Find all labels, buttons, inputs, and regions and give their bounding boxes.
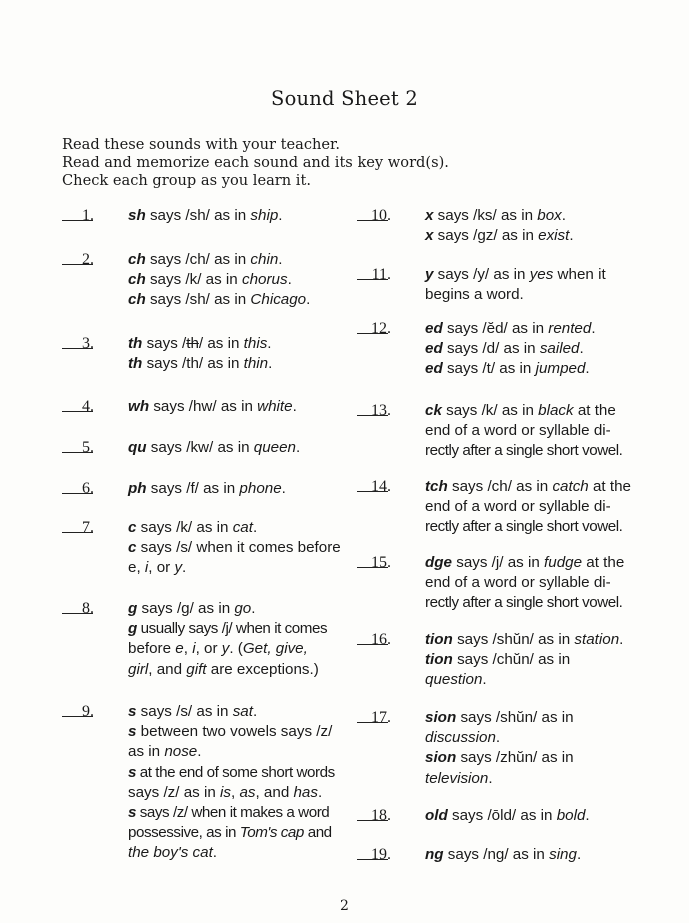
- description-line: [425, 359, 590, 379]
- description-line: [425, 319, 596, 339]
- text-segment: says /ks/ as in: [433, 207, 538, 224]
- description-line: [425, 708, 574, 728]
- text-segment: says /z/ when it makes a word: [136, 804, 330, 821]
- text-segment: .: [576, 846, 582, 863]
- text-segment: between two vowels says /z/: [136, 723, 333, 741]
- text-segment: .: [251, 600, 256, 617]
- phonogram: g: [128, 600, 138, 617]
- key-word: jumped: [535, 360, 586, 378]
- text-segment: says /j/ as in: [452, 554, 545, 571]
- description-line: [425, 206, 566, 226]
- description-line: [128, 354, 272, 374]
- item-number: 6.: [82, 480, 94, 497]
- description-line: [128, 722, 332, 742]
- description-line: [425, 630, 623, 650]
- key-word: y: [221, 640, 230, 658]
- text-segment: .: [585, 360, 590, 378]
- text-segment: .: [182, 559, 187, 577]
- text-segment: e,: [128, 559, 145, 577]
- text-segment: says /ch/ as in: [447, 478, 553, 495]
- text-segment: .: [591, 320, 596, 337]
- description-line: [425, 670, 487, 690]
- description-line: [128, 479, 286, 499]
- text-segment: says /k/ as in: [145, 271, 242, 289]
- text-segment: as in: [128, 743, 165, 761]
- phonogram: wh: [128, 398, 150, 415]
- text-segment: says /sh/ as in: [145, 207, 251, 224]
- description-line: [425, 517, 622, 537]
- text-segment: says /ōld/ as in: [447, 807, 557, 824]
- item-number: 7.: [82, 519, 94, 536]
- key-word: sailed: [539, 340, 580, 358]
- phonogram: sion: [425, 749, 457, 767]
- text-segment: .: [268, 355, 273, 373]
- item-number: 5.: [82, 439, 94, 456]
- item-number: 18.: [371, 807, 391, 824]
- phonogram: ed: [425, 340, 443, 358]
- text-segment: says /ch/ as in: [145, 251, 251, 268]
- phonogram: s: [128, 763, 136, 781]
- text-segment: .: [495, 729, 501, 747]
- item-number: 13.: [371, 402, 391, 419]
- text-segment: when it: [553, 266, 606, 283]
- description-line: [425, 477, 631, 497]
- text-segment: .: [619, 631, 624, 648]
- key-word: as: [239, 783, 256, 801]
- phonogram: x: [425, 207, 434, 224]
- description-line: [425, 806, 590, 826]
- key-word: exist: [538, 227, 570, 245]
- description-line: [425, 728, 500, 748]
- phonogram: ed: [425, 320, 443, 337]
- key-word: girl: [128, 660, 149, 678]
- description-line: [128, 558, 186, 578]
- phonogram: sh: [128, 207, 146, 224]
- text-segment: , or: [195, 640, 222, 658]
- text-segment: at the: [582, 554, 625, 571]
- text-segment: says /hw/ as in: [149, 398, 258, 415]
- description-line: [128, 206, 283, 226]
- text-segment: at the: [573, 402, 616, 419]
- phonogram: s: [128, 723, 137, 741]
- description-line: [425, 573, 611, 593]
- key-word: the boy's cat: [128, 844, 213, 862]
- key-word: question: [425, 671, 483, 689]
- key-word: ship: [250, 207, 279, 224]
- description-line: [128, 270, 292, 290]
- text-segment: end of a word or syllable di-: [425, 574, 611, 592]
- description-line: [128, 823, 332, 843]
- text-segment: .: [292, 398, 297, 415]
- text-segment: at the end of some short words: [136, 763, 335, 781]
- text-segment: .: [569, 227, 574, 245]
- item-number: 16.: [371, 631, 391, 648]
- instruction-line: Read these sounds with your teacher.: [62, 136, 341, 153]
- text-segment: , and: [255, 783, 294, 801]
- description-line: [425, 593, 622, 613]
- key-word: box: [537, 207, 562, 224]
- key-word: chin: [250, 251, 279, 268]
- key-word: sing: [549, 846, 577, 863]
- text-segment: .: [306, 291, 311, 309]
- item-number: 10.: [371, 207, 391, 224]
- description-line: [128, 763, 335, 783]
- text-segment: says /th/ as in: [142, 355, 244, 373]
- item-number: 4.: [82, 398, 94, 415]
- text-segment: .: [482, 671, 487, 689]
- description-line: [128, 742, 201, 762]
- description-line: [425, 401, 616, 421]
- text-segment: says /kw/ as in: [146, 439, 254, 456]
- text-segment: possessive, as in: [128, 824, 240, 842]
- text-segment: says /: [142, 335, 187, 352]
- text-segment: .: [278, 251, 283, 268]
- phonogram: tch: [425, 478, 448, 495]
- key-word: thin: [243, 355, 269, 373]
- key-word: this: [243, 335, 268, 352]
- text-segment: .: [561, 207, 567, 224]
- text-segment: says /sh/ as in: [145, 291, 251, 309]
- key-word: station: [574, 631, 620, 648]
- key-word: white: [257, 398, 293, 415]
- key-word: nose: [164, 743, 198, 761]
- phonogram: s: [128, 804, 136, 821]
- phonogram: ch: [128, 251, 146, 268]
- text-segment: . (: [229, 640, 243, 658]
- key-word: Chicago: [250, 291, 307, 309]
- text-segment: says /g/ as in: [137, 600, 235, 617]
- description-line: [128, 290, 310, 310]
- key-word: gift: [186, 660, 207, 678]
- phonogram: dge: [425, 554, 453, 571]
- text-segment: before: [128, 640, 176, 658]
- text-segment: .: [585, 807, 590, 824]
- key-word: Tom's cap: [239, 824, 304, 842]
- text-segment: usually says /j/ when it comes: [136, 620, 328, 638]
- key-word: rented: [548, 320, 592, 337]
- phonogram: sion: [425, 709, 457, 726]
- text-segment: says /d/ as in: [442, 340, 540, 358]
- text-segment: says /k/ as in: [136, 519, 233, 536]
- phonogram: tion: [425, 631, 453, 648]
- item-number: 3.: [82, 335, 94, 352]
- phonogram: c: [128, 539, 137, 557]
- text-segment: says /s/ when it comes before: [136, 539, 341, 557]
- description-line: [128, 397, 297, 417]
- description-line: [425, 650, 570, 670]
- phonogram: old: [425, 807, 448, 824]
- page-number: 2: [340, 898, 349, 914]
- item-number: 17.: [371, 709, 391, 726]
- text-segment: .: [252, 519, 258, 536]
- text-segment: says /t/ as in: [442, 360, 536, 378]
- text-segment: says /gz/ as in: [433, 227, 539, 245]
- description-line: [128, 538, 341, 558]
- text-segment: at the: [588, 478, 631, 495]
- text-segment: .: [579, 340, 584, 358]
- phonogram: th: [128, 355, 143, 373]
- text-segment: says /shŭn/ as in: [456, 709, 574, 726]
- phonogram: ed: [425, 360, 443, 378]
- key-word: yes: [529, 266, 554, 283]
- key-word: e: [175, 640, 184, 658]
- key-word: is: [220, 783, 231, 801]
- phonogram: ph: [128, 480, 147, 497]
- item-number: 1.: [82, 207, 94, 224]
- text-segment: says /k/ as in: [441, 402, 539, 419]
- key-word: bold: [556, 807, 586, 824]
- text-segment: says /s/ as in: [136, 703, 233, 720]
- phonogram: ch: [128, 291, 146, 309]
- item-number: 19.: [371, 846, 391, 863]
- description-line: [425, 421, 611, 441]
- instructions: [62, 136, 449, 190]
- text-segment: th: [186, 335, 199, 352]
- text-segment: says /zhŭn/ as in: [456, 749, 574, 767]
- key-word: i: [144, 559, 149, 577]
- item-number: 9.: [82, 703, 94, 720]
- instruction-line: Read and memorize each sound and its key word(s).: [62, 154, 449, 171]
- description-line: [128, 250, 283, 270]
- description-line: [128, 843, 217, 863]
- key-word: go: [234, 600, 252, 617]
- description-line: [425, 769, 493, 789]
- key-word: black: [538, 402, 574, 419]
- text-segment: .: [281, 480, 286, 497]
- description-line: [425, 553, 624, 573]
- key-word: phone: [239, 480, 282, 497]
- text-segment: says /chŭn/ as in: [452, 651, 571, 669]
- text-segment: .: [252, 703, 258, 720]
- description-line: [128, 702, 257, 722]
- text-segment: , or: [148, 559, 175, 577]
- instruction-line: Check each group as you learn it.: [62, 172, 311, 189]
- text-segment: .: [296, 439, 301, 456]
- item-number: 12.: [371, 320, 391, 337]
- key-word: catch: [552, 478, 589, 495]
- phonogram: ng: [425, 846, 444, 863]
- description-line: [128, 518, 257, 538]
- description-line: [425, 441, 622, 461]
- key-word: queen: [253, 439, 296, 456]
- phonogram: ck: [425, 402, 442, 419]
- key-word: has: [293, 783, 318, 801]
- item-number: 11.: [371, 266, 391, 283]
- phonogram: g: [128, 620, 137, 638]
- description-line: [425, 265, 606, 285]
- phonogram: y: [425, 266, 434, 283]
- text-segment: .: [197, 743, 202, 761]
- phonogram: tion: [425, 651, 453, 669]
- text-segment: are exceptions.): [206, 660, 319, 678]
- phonogram: ch: [128, 271, 146, 289]
- item-number: 15.: [371, 554, 391, 571]
- text-segment: end of a word or syllable di-: [425, 422, 611, 440]
- text-segment: .: [317, 783, 323, 801]
- text-segment: rectly after a single short vowel.: [425, 518, 623, 536]
- text-segment: rectly after a single short vowel.: [425, 594, 623, 612]
- description-line: [128, 599, 256, 619]
- text-segment: .: [287, 271, 292, 289]
- text-segment: , and: [148, 660, 187, 678]
- phonogram: th: [128, 335, 143, 352]
- description-line: [128, 803, 329, 823]
- description-line: [128, 660, 319, 680]
- description-line: [425, 339, 584, 359]
- phonogram: c: [128, 519, 137, 536]
- page-title: Sound Sheet 2: [271, 87, 418, 110]
- text-segment: .: [278, 207, 283, 224]
- text-segment: says /shŭn/ as in: [452, 631, 575, 648]
- key-word: Get, give,: [242, 640, 308, 658]
- text-segment: .: [488, 769, 493, 787]
- key-word: discussion: [425, 729, 496, 747]
- text-segment: .: [212, 844, 218, 862]
- key-word: television: [425, 769, 489, 787]
- description-line: [128, 639, 308, 659]
- description-line: [128, 334, 272, 354]
- item-number: 2.: [82, 251, 94, 268]
- description-line: [425, 497, 611, 517]
- text-segment: says /z/ as in: [128, 783, 221, 801]
- key-word: fudge: [544, 554, 583, 571]
- text-segment: .: [267, 335, 272, 352]
- description-line: [425, 226, 574, 246]
- text-segment: ,: [230, 783, 240, 801]
- text-segment: rectly after a single short vowel.: [425, 442, 623, 460]
- text-segment: says /f/ as in: [146, 480, 240, 497]
- text-segment: says /y/ as in: [433, 266, 530, 283]
- key-word: i: [192, 640, 196, 658]
- text-segment: says /ĕd/ as in: [442, 320, 549, 337]
- text-segment: begins a word.: [425, 286, 524, 304]
- text-segment: / as in: [198, 335, 244, 352]
- phonogram: qu: [128, 439, 147, 456]
- description-line: [425, 285, 524, 305]
- description-line: [425, 748, 574, 768]
- text-segment: ,: [183, 640, 193, 658]
- item-number: 14.: [371, 478, 391, 495]
- description-line: [128, 619, 327, 639]
- key-word: cat: [232, 519, 253, 536]
- description-line: [128, 783, 322, 803]
- text-segment: and: [303, 824, 332, 842]
- key-word: chorus: [241, 271, 288, 289]
- item-number: 8.: [82, 600, 94, 617]
- description-line: [128, 438, 300, 458]
- phonogram: x: [425, 227, 434, 245]
- text-segment: says /ng/ as in: [443, 846, 550, 863]
- text-segment: end of a word or syllable di-: [425, 498, 611, 516]
- description-line: [425, 845, 581, 865]
- phonogram: s: [128, 703, 137, 720]
- key-word: sat: [232, 703, 253, 720]
- key-word: y: [174, 559, 183, 577]
